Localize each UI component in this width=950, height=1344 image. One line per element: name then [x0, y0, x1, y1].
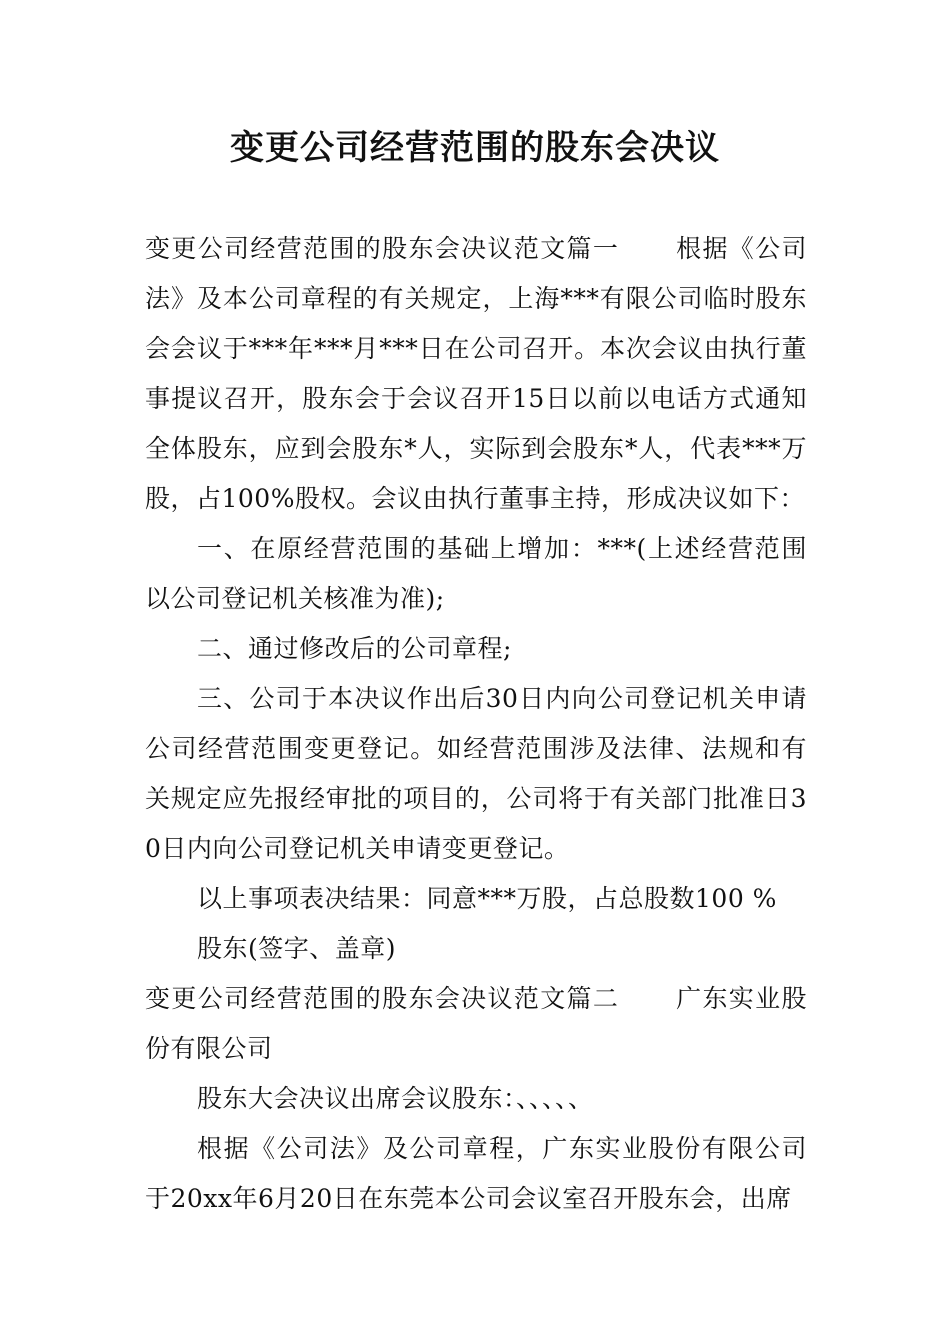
paragraph-article-one [145, 224, 807, 524]
article-one-heading: 变更公司经营范围的股东会决议范文篇一 [145, 234, 620, 263]
article-two-heading: 变更公司经营范围的股东会决议范文篇二 [145, 984, 620, 1013]
document-body [145, 224, 807, 1224]
attending-shareholders: 股东大会决议出席会议股东：、、、、、 [197, 1084, 594, 1113]
resolution-item-one: 一、在原经营范围的基础上增加：***(上述经营范围以公司登记机关核准为准); [145, 534, 807, 613]
resolution-item-two: 二、通过修改后的公司章程; [197, 634, 512, 663]
meeting-intro: 根据《公司法》及公司章程，广东实业股份有限公司于20xx年6月20日在东莞本公司会议室召开股东会，出席 [145, 1134, 807, 1213]
shareholder-signature: 股东(签字、盖章) [197, 934, 397, 963]
paragraph-article-two [145, 974, 807, 1074]
resolution-item-three: 三、公司于本决议作出后30日内向公司登记机关申请公司经营范围变更登记。如经营范围涉及法律、法规和有关规定应先报经审批的项目的，公司将于有关部门批准日30日内向公司登记机关申请变更登记。 [145, 684, 807, 863]
document-title: 变更公司经营范围的股东会决议 [230, 128, 720, 168]
vote-result: 以上事项表决结果：同意***万股，占总股数100 % [197, 884, 777, 913]
article-one-text: 根据《公司法》及本公司章程的有关规定，上海***有限公司临时股东会会议于***年***月***日在公司召开。本次会议由执行董事提议召开，股东会于会议召开15日以前以电话方式通知全体股东，应到会股东*人，实际到会股东*人，代表***万股，占100%股权。会议由执行董事主持，形成决议如下： [145, 234, 807, 513]
article-two-text: 广东实业股份有限公司 [145, 984, 807, 1063]
